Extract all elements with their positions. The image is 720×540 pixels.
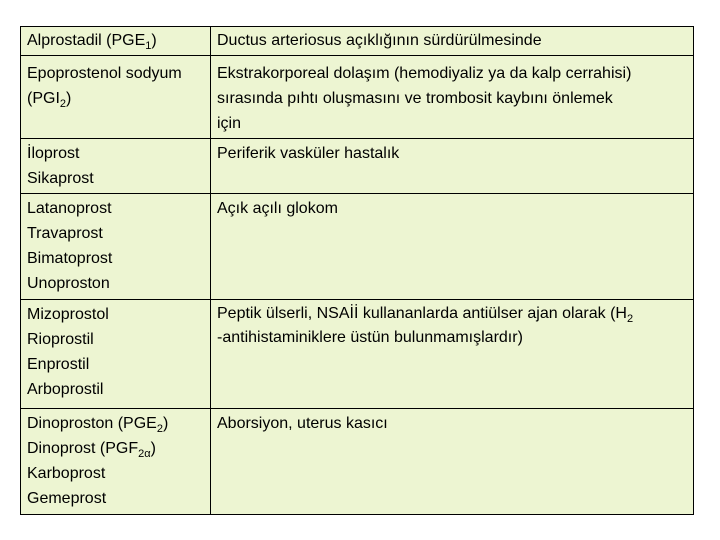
drug-name: Rioprostil (27, 331, 94, 348)
drug-cell (21, 56, 211, 139)
drug-name: Arboprostil (27, 381, 104, 398)
use-text: Açık açılı glokom (217, 200, 338, 217)
use-text: Periferik vasküler hastalık (217, 145, 400, 162)
drug-name: Dinoproston $(PGE_2)$ (27, 415, 169, 436)
use-text: Peptik ülserli, NSAİİ kullananlarda antiülser ajan olarak ($H_2$ (217, 305, 634, 326)
use-text: Ductus arteriosus açıklığının sürdürülmesinde (217, 32, 542, 49)
drug-name: Dinoprost $(PGF_{2\alpha})$ (27, 440, 156, 461)
use-text: -antihistaminiklere üstün bulunmamışlardır) (217, 329, 523, 346)
drug-name: Unoproston (27, 275, 110, 292)
drug-name: Alprostadil $(PGE_1)$ (27, 32, 157, 53)
use-cell (211, 56, 694, 139)
use-text: Ekstrakorporeal dolaşım (hemodiyaliz ya da kalp cerrahisi) (217, 65, 632, 82)
table-row (21, 27, 694, 56)
use-text: Aborsiyon, uterus kasıcı (217, 415, 388, 432)
drug-cell (21, 409, 211, 515)
drug-name: Sikaprost (27, 170, 94, 187)
drug-name: Travaprost (27, 225, 103, 242)
drug-cell (21, 194, 211, 300)
table-row (21, 139, 694, 194)
use-cell (211, 194, 694, 300)
use-text: sırasında pıhtı oluşmasını ve trombosit kaybını önlemek (217, 90, 613, 107)
drug-name: Karboprost (27, 465, 106, 482)
prostaglandin-table (20, 26, 694, 515)
drug-name: $(PGI_2)$ (27, 90, 72, 111)
table-row (21, 56, 694, 139)
drug-name: Epoprostenol sodyum (27, 65, 182, 82)
use-cell (211, 409, 694, 515)
use-cell (211, 139, 694, 194)
drug-cell (21, 300, 211, 409)
drug-name: Mizoprostol (27, 306, 109, 323)
use-text: için (217, 115, 242, 132)
drug-name: Enprostil (27, 356, 90, 373)
use-cell (211, 300, 694, 409)
use-cell (211, 27, 694, 56)
drug-cell (21, 27, 211, 56)
drug-name: Latanoprost (27, 200, 112, 217)
table-row (21, 409, 694, 515)
drug-name: İloprost (27, 145, 80, 162)
table-row (21, 300, 694, 409)
drug-name: Bimatoprost (27, 250, 113, 267)
drug-cell (21, 139, 211, 194)
table-row (21, 194, 694, 300)
drug-name: Gemeprost (27, 490, 107, 507)
